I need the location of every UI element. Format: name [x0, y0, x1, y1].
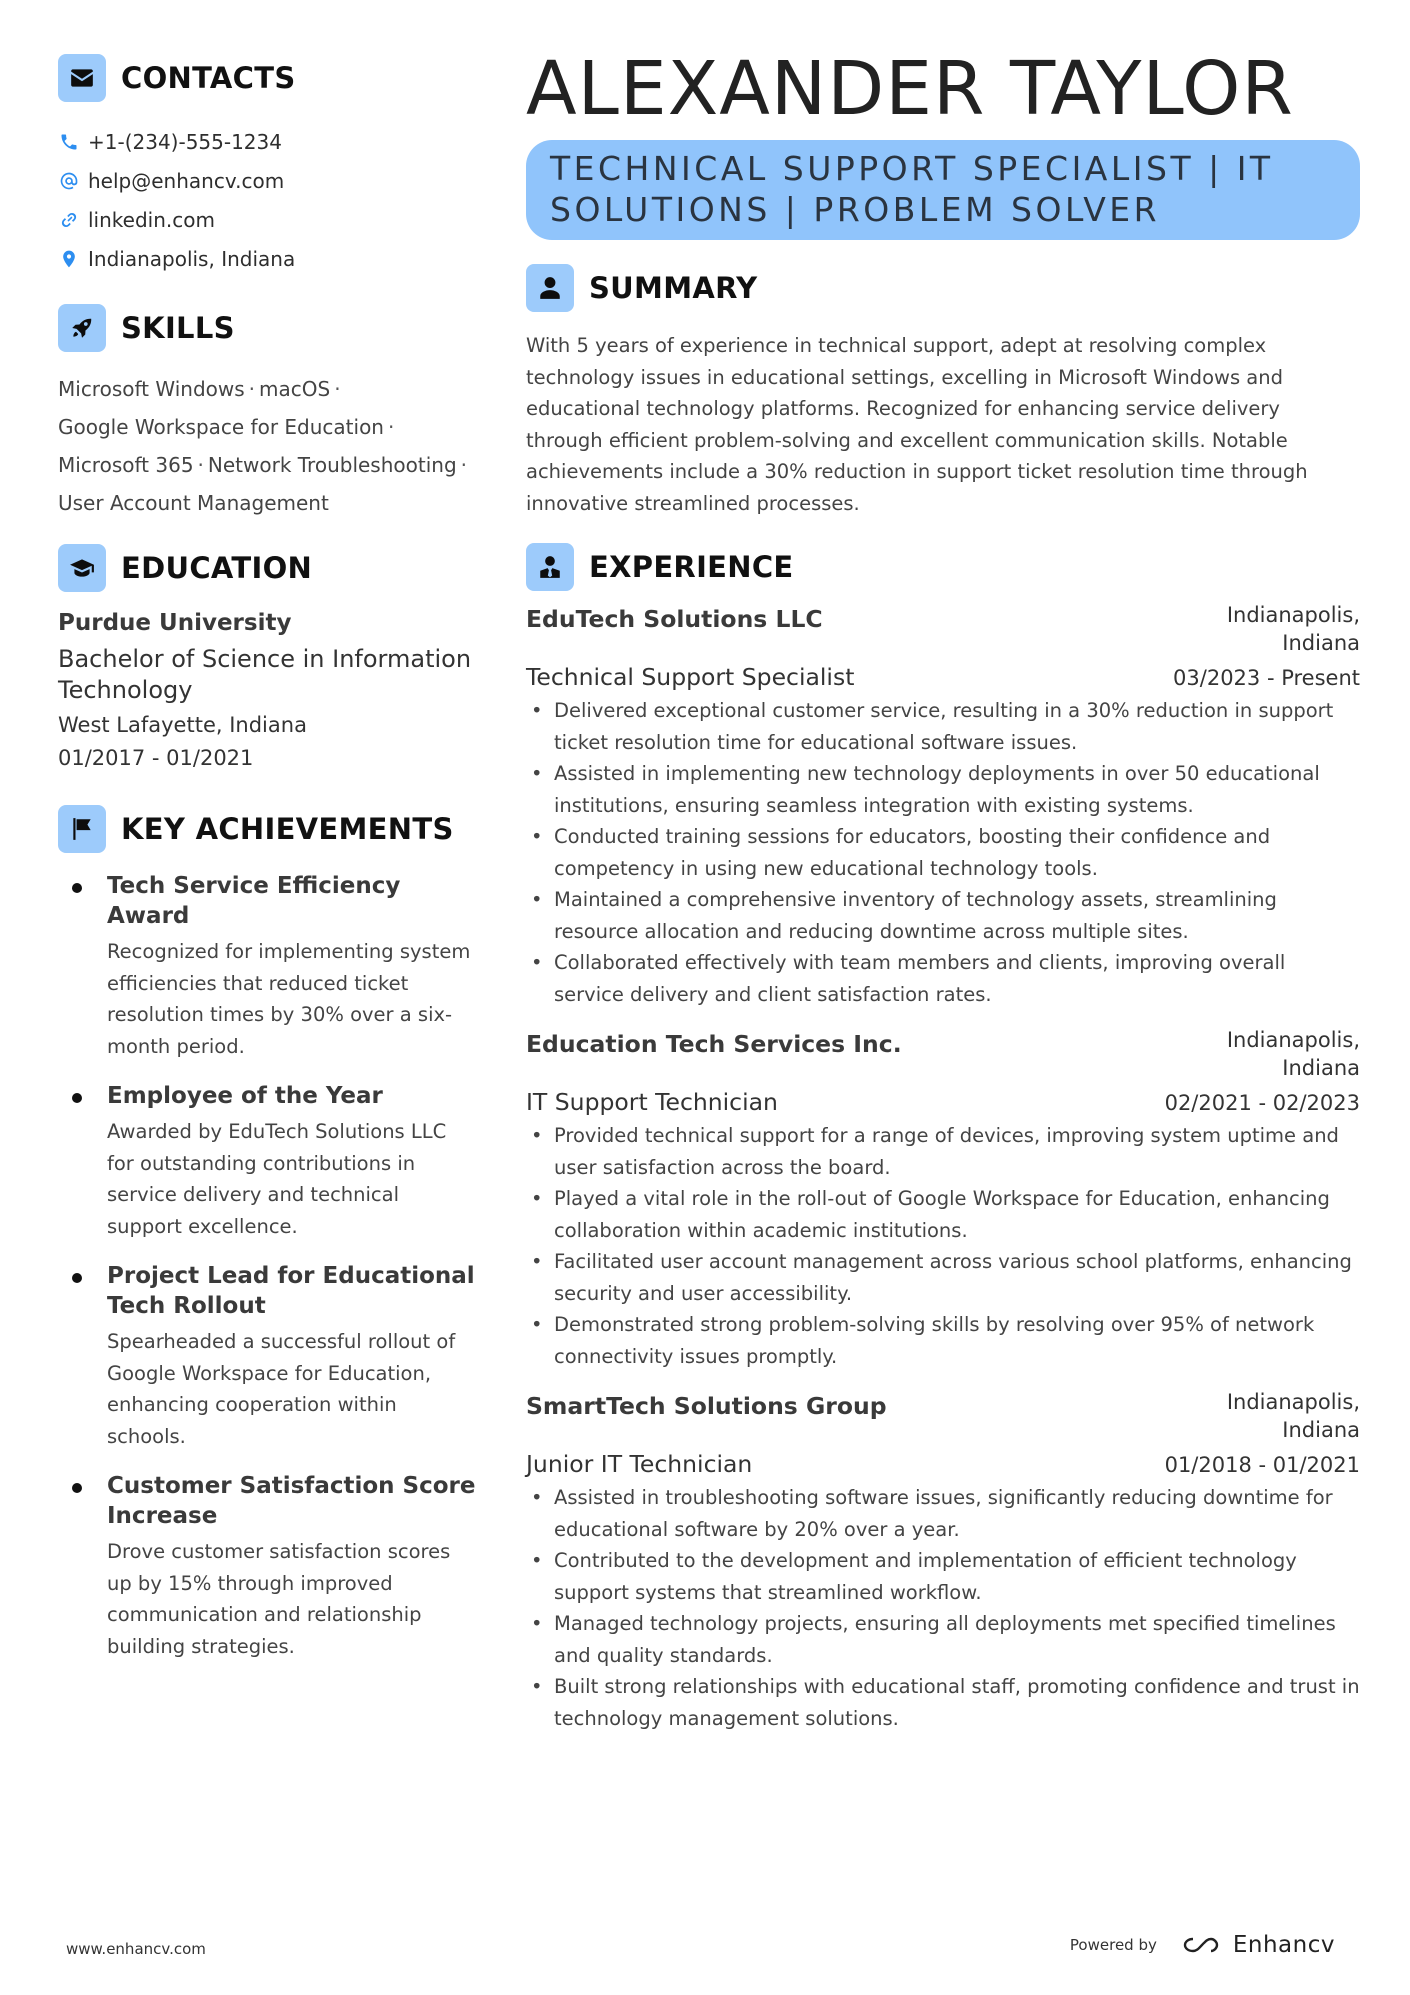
job-bullet: • Contributed to the development and implementation of efficient technology support systems that streamlined workflow.	[526, 1545, 1360, 1608]
phone-icon	[58, 131, 80, 153]
edu-degree: Bachelor of Science in Information Technology	[58, 645, 472, 704]
skills-list: Microsoft Windows · macOS · Google Workspace for Education · Microsoft 365 · Network Troubleshooting · User Account Management	[58, 377, 467, 515]
enhancv-logo-icon	[1179, 1933, 1225, 1957]
contact-phone[interactable]	[58, 122, 478, 161]
achievement-desc: Drove customer satisfaction scores up by 15% through improved communication and relationship building strategies.	[107, 1540, 451, 1658]
right-column	[526, 46, 1360, 1734]
job-bullet: • Assisted in troubleshooting software issues, significantly reducing downtime for educational software by 20% over a year.	[526, 1482, 1360, 1545]
footer-website[interactable]: www.enhancv.com	[66, 1940, 206, 1958]
education-title: EDUCATION	[121, 551, 313, 585]
skill-item: Google Workspace for Education	[58, 415, 384, 439]
education-heading	[58, 544, 478, 592]
job-bullet: • Built strong relationships with educational staff, promoting confidence and trust in technology management solutions.	[526, 1671, 1360, 1734]
contact-location-text: Indianapolis, Indiana	[88, 246, 296, 271]
bullet-dot	[72, 1093, 82, 1103]
summary-heading	[526, 264, 1360, 312]
at-sign-icon	[58, 170, 80, 192]
contact-email-text: help@enhancv.com	[88, 168, 285, 193]
edu-dates: 01/2017 - 01/2021	[58, 746, 254, 770]
job-location: Indianapolis, Indiana	[1226, 1390, 1360, 1442]
job-entry	[526, 601, 1360, 1010]
contact-email[interactable]	[58, 161, 478, 200]
achievements-list	[58, 871, 478, 1662]
contact-location	[58, 239, 478, 278]
achievement-title: Tech Service Efficiency Award	[107, 873, 401, 929]
contact-linkedin-text: linkedin.com	[88, 207, 215, 232]
job-location: Indianapolis, Indiana	[1226, 1028, 1360, 1080]
job-dates: 02/2021 - 02/2023	[1164, 1091, 1360, 1115]
experience-title: EXPERIENCE	[589, 550, 794, 584]
achievements-title: KEY ACHIEVEMENTS	[121, 812, 454, 846]
job-bullet: • Played a vital role in the roll-out of Google Workspace for Education, enhancing collaboration within academic institutions.	[526, 1183, 1360, 1246]
job-company: Education Tech Services Inc.	[526, 1030, 902, 1058]
headline-banner: TECHNICAL SUPPORT SPECIALIST | IT SOLUTIONS | PROBLEM SOLVER	[526, 140, 1360, 240]
achievement-title: Project Lead for Educational Tech Rollout	[107, 1263, 475, 1319]
skill-item: Microsoft Windows	[58, 377, 245, 401]
flag-icon	[58, 805, 106, 853]
footer-branding[interactable]	[1070, 1932, 1335, 1958]
contact-list	[58, 122, 478, 278]
achievement-item	[58, 871, 478, 1062]
achievement-item	[58, 1081, 478, 1242]
rocket-icon	[58, 304, 106, 352]
achievement-item	[58, 1471, 478, 1662]
skills-title: SKILLS	[121, 311, 235, 345]
job-location: Indianapolis, Indiana	[1226, 603, 1360, 655]
achievements-heading	[58, 805, 478, 853]
achievement-item	[58, 1261, 478, 1452]
achievement-desc: Spearheaded a successful rollout of Google Workspace for Education, enhancing cooperation within schools.	[107, 1330, 456, 1448]
graduation-cap-icon	[58, 544, 106, 592]
job-bullet: • Demonstrated strong problem-solving skills by resolving over 95% of network connectivity issues promptly.	[526, 1309, 1360, 1372]
edu-location: West Lafayette, Indiana	[58, 713, 307, 737]
job-dates: 03/2023 - Present	[1173, 666, 1360, 690]
contact-linkedin[interactable]	[58, 200, 478, 239]
candidate-name: ALEXANDER TAYLOR	[526, 46, 1294, 132]
skills-heading	[58, 304, 478, 352]
map-pin-icon	[58, 248, 80, 270]
achievement-title: Customer Satisfaction Score Increase	[107, 1473, 476, 1529]
bullet-dot	[72, 1483, 82, 1493]
contacts-heading	[58, 54, 478, 102]
job-bullet: • Provided technical support for a range of devices, improving system uptime and user satisfaction across the board.	[526, 1120, 1360, 1183]
user-icon	[526, 264, 574, 312]
job-bullet: • Conducted training sessions for educators, boosting their confidence and competency in using new educational technology tools.	[526, 821, 1360, 884]
left-column	[58, 54, 478, 1681]
skill-item: User Account Management	[58, 491, 329, 515]
job-bullets	[526, 695, 1360, 1010]
contact-phone-text: +1-(234)-555-1234	[88, 129, 282, 154]
user-tie-icon	[526, 543, 574, 591]
job-role: Technical Support Specialist	[526, 663, 855, 691]
job-bullets	[526, 1120, 1360, 1372]
skill-item: macOS	[259, 377, 331, 401]
achievement-desc: Recognized for implementing system efficiencies that reduced ticket resolution times by 30% over a six-month period.	[107, 940, 471, 1058]
achievement-desc: Awarded by EduTech Solutions LLC for outstanding contributions in service delivery and technical support excellence.	[107, 1120, 447, 1238]
bullet-dot	[72, 883, 82, 893]
experience-heading	[526, 543, 1360, 591]
job-entry	[526, 1026, 1360, 1372]
job-bullet: • Delivered exceptional customer service, resulting in a 30% reduction in support ticket resolution time for educational software issues.	[526, 695, 1360, 758]
brand-name: Enhancv	[1232, 1932, 1335, 1958]
job-bullet: • Managed technology projects, ensuring all deployments met specified timelines and quality standards.	[526, 1608, 1360, 1671]
job-bullet: • Facilitated user account management across various school platforms, enhancing security and user accessibility.	[526, 1246, 1360, 1309]
job-role: IT Support Technician	[526, 1088, 778, 1116]
job-role: Junior IT Technician	[526, 1450, 753, 1478]
job-bullet: • Collaborated effectively with team members and clients, improving overall service delivery and client satisfaction rates.	[526, 947, 1360, 1010]
envelope-icon	[58, 54, 106, 102]
achievement-title: Employee of the Year	[107, 1083, 383, 1109]
skill-item: Network Troubleshooting	[207, 453, 457, 477]
job-bullet: • Assisted in implementing new technology deployments in over 50 educational institutions, ensuring seamless integration with existing systems.	[526, 758, 1360, 821]
edu-school: Purdue University	[58, 610, 292, 636]
job-bullet: • Maintained a comprehensive inventory of technology assets, streamlining resource allocation and reducing downtime across multiple sites.	[526, 884, 1360, 947]
job-dates: 01/2018 - 01/2021	[1164, 1453, 1360, 1477]
contacts-title: CONTACTS	[121, 61, 296, 95]
summary-text: With 5 years of experience in technical support, adept at resolving complex technology issues in educational settings, excelling in Microsoft Windows and educational technology platforms. Recognized for enhancing service delivery through efficient problem-solving and excellent communication skills. Notable achievements include a 30% reduction in support ticket resolution time through innovative streamlined processes.	[526, 334, 1308, 515]
link-icon	[58, 209, 80, 231]
bullet-dot	[72, 1273, 82, 1283]
summary-title: SUMMARY	[589, 271, 758, 305]
powered-by-text: Powered by	[1069, 1936, 1157, 1954]
job-entry	[526, 1388, 1360, 1734]
skill-item: Microsoft 365	[58, 453, 194, 477]
job-company: SmartTech Solutions Group	[526, 1392, 887, 1420]
job-bullets	[526, 1482, 1360, 1734]
job-company: EduTech Solutions LLC	[526, 605, 823, 633]
